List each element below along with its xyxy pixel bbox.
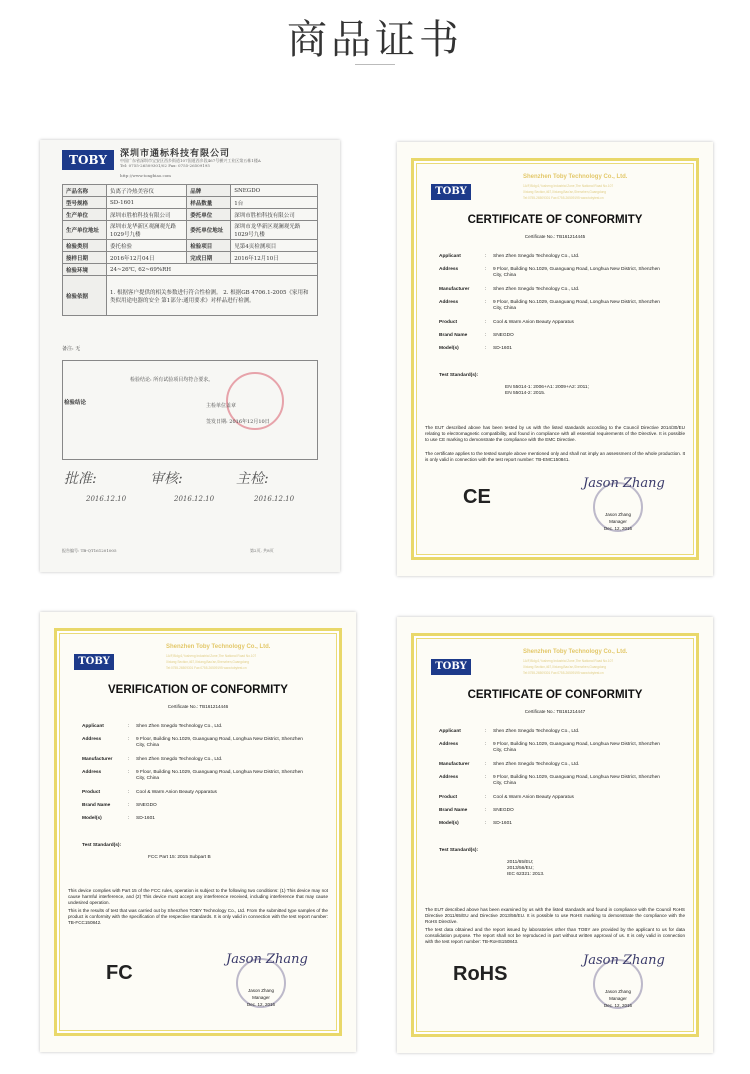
field-label: Manufacturer bbox=[439, 762, 470, 767]
table-row bbox=[63, 185, 318, 197]
table-row bbox=[63, 221, 318, 240]
table-cell: 1. 根据客户提供的相关参数进行符合性检测。 2. 根据GB 4706.1-2005《家用和类似用途电器的安全 第1部分:通用要求》对样品进行检测。 bbox=[107, 276, 318, 316]
body-paragraph: This is the results of test that was carried out by Shenzhen TOBY Technology Co., Ltd. From the submitted type samples of the product is conformity with the specification of the respective standards. It is only valid in connection with the test report number: TB-FCC150842. bbox=[68, 908, 328, 925]
header-company: Shenzhen Toby Technology Co., Ltd. bbox=[166, 644, 271, 650]
field-value: 9 Floor, Building No.1029, Guanguang Road, Longhua New District, Shenzhen City, China bbox=[493, 267, 660, 279]
field-value: Cool & Warm Anion Beauty Apparatus bbox=[136, 790, 217, 795]
field-colon: : bbox=[128, 816, 130, 821]
field-label: Address bbox=[82, 737, 102, 742]
table-cell: 深圳市胜柏科技有限公司 bbox=[107, 209, 187, 221]
table-cell: SD-1601 bbox=[107, 197, 187, 209]
table-cell: 2016年12月10日 bbox=[231, 252, 318, 264]
header-line: Xixiang Section,467,Xixiang,Bao'an,Shenzhen,Guangdong bbox=[523, 190, 607, 194]
table-cell: 委托检验 bbox=[107, 240, 187, 252]
field-label: Manufacturer bbox=[82, 757, 113, 762]
field-value: SD-1601 bbox=[493, 346, 512, 351]
toby-logo: TOBY bbox=[62, 150, 114, 170]
field-colon: : bbox=[128, 757, 130, 762]
field-colon: : bbox=[485, 742, 487, 747]
sign-date: Dec. 12, 2016 bbox=[603, 526, 633, 531]
standards-label: Test Standard(s): bbox=[439, 848, 479, 853]
field-label: Model(s) bbox=[439, 346, 459, 351]
signature: Jason Zhang bbox=[226, 952, 308, 967]
table-cell: 生产单位地址 bbox=[63, 221, 107, 240]
compliance-mark: FC bbox=[106, 962, 133, 984]
field-colon: : bbox=[128, 803, 130, 808]
field-value: 9 Floor, Building No.1029, Guanguang Road, Longhua New District, Shenzhen City, China bbox=[136, 770, 303, 782]
field-label: Brand Name bbox=[439, 808, 468, 813]
header-line: 1A/F,Bldg.6,Yusheng Industrial Zone,The National Road No.107 bbox=[523, 184, 614, 188]
table-row bbox=[63, 252, 318, 264]
field-colon: : bbox=[485, 821, 487, 826]
field-value: SNEGDO bbox=[493, 333, 514, 338]
report-website: http://www.tongbiao.com bbox=[120, 173, 171, 178]
certificate-number: Certificate No.: TB161214447 bbox=[524, 709, 586, 714]
report-table bbox=[62, 184, 318, 316]
certificate-title: VERIFICATION OF CONFORMITY bbox=[108, 684, 288, 696]
signer-name: Jason Zhang bbox=[247, 988, 275, 993]
header-line: Xixiang Section,467,Xixiang,Bao'an,Shenzhen,Guangdong bbox=[166, 660, 250, 664]
header-line: Xixiang Section,467,Xixiang,Bao'an,Shenzhen,Guangdong bbox=[523, 665, 607, 669]
body-paragraph: The test data obtained and the report issued by laboratories other than TOBY are provided by the applicant to us for data consolidation purpose. The report shall not be reproduced in part without written approval of us. It is only valid in connection with the test report number: TB-RoHS150843. bbox=[425, 927, 685, 944]
field-value: Shen Zhen Snegdo Technology Co., Ltd. bbox=[136, 757, 223, 762]
certificate-title: CERTIFICATE OF CONFORMITY bbox=[467, 689, 643, 701]
title-divider bbox=[355, 64, 395, 65]
compliance-mark: RoHS bbox=[453, 963, 508, 985]
field-label: Manufacturer bbox=[439, 287, 470, 292]
signer-title: Manager bbox=[609, 996, 627, 1001]
conclusion-text: 检验结论: 所有试验项目均符合要求。 bbox=[130, 377, 214, 383]
field-label: Model(s) bbox=[82, 816, 102, 821]
signature-date-1: 2016.12.10 bbox=[86, 495, 127, 503]
field-colon: : bbox=[485, 729, 487, 734]
body-paragraph: This device complies with Part 15 of the FCC rules, operation is subject to the following two conditions: (1) This device may not cause harmful interference, and (2) This device must accept any interference received, including interference that may cause undesired operation. bbox=[68, 888, 328, 905]
conclusion-label: 检验结论 bbox=[64, 400, 87, 406]
table-cell: 检验依据 bbox=[63, 276, 107, 316]
field-value: Shen Zhen Snegdo Technology Co., Ltd. bbox=[493, 729, 580, 734]
cn-inspection-report bbox=[40, 140, 340, 572]
table-cell: 24~26℃, 62~69%RH bbox=[107, 264, 318, 276]
ce-certificate bbox=[397, 142, 713, 576]
signature-reviewer: 审核: bbox=[150, 471, 183, 487]
standards-list: FCC Part 15: 2015 Subpart B bbox=[148, 855, 211, 860]
field-value: SNEGDO bbox=[493, 808, 514, 813]
signature: Jason Zhang bbox=[583, 953, 665, 968]
field-colon: : bbox=[485, 300, 487, 305]
field-label: Address bbox=[439, 300, 459, 305]
page-title: 商品证书 bbox=[287, 17, 463, 63]
table-cell: 2016年12月04日 bbox=[107, 252, 187, 264]
field-label: Product bbox=[439, 795, 458, 800]
field-label: Address bbox=[82, 770, 102, 775]
table-cell: 深圳市龙华新区观澜观光路1029号九楼 bbox=[107, 221, 187, 240]
report-address: 中国广东省深圳市宝安区西乡街道107国道西乡段467号横兴工业区第五栋1楼A Tel: 0755-26509301/02 Fax: 0755-26509195 bbox=[120, 158, 261, 168]
field-value: 9 Floor, Building No.1029, Guanguang Road, Longhua New District, Shenzhen City, China bbox=[493, 742, 660, 754]
header-line: Tel:0755-26509301 Fax:0755-26509195 www.tobytest.cn bbox=[523, 671, 604, 675]
field-label: Product bbox=[82, 790, 101, 795]
table-cell: 深圳市龙华新区观澜观光路1029号九楼 bbox=[231, 221, 318, 240]
header-line: Tel:0755-26509301 Fax:0755-26509195 www.tobytest.cn bbox=[523, 196, 604, 200]
certificate-title: CERTIFICATE OF CONFORMITY bbox=[467, 214, 643, 226]
table-cell: 委托单位地址 bbox=[187, 221, 231, 240]
signature: Jason Zhang bbox=[583, 476, 665, 491]
signer-title: Manager bbox=[609, 519, 627, 524]
standards-label: Test Standard(s): bbox=[439, 373, 479, 378]
page-number: 第2页, 共8页 bbox=[250, 548, 274, 553]
table-cell: 负离子冷热美容仪 bbox=[107, 185, 187, 197]
table-cell: 完成日期 bbox=[187, 252, 231, 264]
sign-date: 签发日期: 2016年12月10日 bbox=[206, 419, 270, 425]
field-colon: : bbox=[128, 790, 130, 795]
field-colon: : bbox=[485, 346, 487, 351]
field-value: SNEGDO bbox=[136, 803, 157, 808]
table-row bbox=[63, 197, 318, 209]
field-value: SD-1601 bbox=[493, 821, 512, 826]
field-label: Product bbox=[439, 320, 458, 325]
field-value: SD-1601 bbox=[136, 816, 155, 821]
field-label: Address bbox=[439, 775, 459, 780]
sign-date: Dec. 12, 2016 bbox=[603, 1003, 633, 1008]
signer-name: Jason Zhang bbox=[604, 512, 632, 517]
field-value: 9 Floor, Building No.1029, Guanguang Road, Longhua New District, Shenzhen City, China bbox=[136, 737, 303, 749]
field-colon: : bbox=[485, 333, 487, 338]
signer-name: Jason Zhang bbox=[604, 989, 632, 994]
field-colon: : bbox=[485, 287, 487, 292]
header-line: Tel:0755-26509301 Fax:0755-26509195 www.tobytest.cn bbox=[166, 666, 247, 670]
field-value: Cool & Warm Anion Beauty Apparatus bbox=[493, 320, 574, 325]
standards-list: 2011/65/EU; 2013/56/EU; IEC 62321: 2013. bbox=[507, 860, 545, 878]
signature-date-2: 2016.12.10 bbox=[174, 495, 215, 503]
table-cell: 检验环境 bbox=[63, 264, 107, 276]
field-value: Shen Zhen Snegdo Technology Co., Ltd. bbox=[493, 254, 580, 259]
body-paragraph: The EUT described above has been examined by us with the listed standards and found in compliance with the Council RoHS Directive 2011/65/EU and Directive 2013/56/EU. It is possible to use RoHS marking to demonstrate the compliance with the RoHS Directive. bbox=[425, 907, 685, 924]
field-label: Brand Name bbox=[439, 333, 468, 338]
field-colon: : bbox=[485, 808, 487, 813]
header-line: 1A/F,Bldg.6,Yusheng Industrial Zone,The National Road No.107 bbox=[523, 659, 614, 663]
field-colon: : bbox=[128, 770, 130, 775]
table-cell: 生产单位 bbox=[63, 209, 107, 221]
signature-approver: 批准: bbox=[64, 471, 97, 487]
report-remark: 备注: 无 bbox=[62, 346, 81, 352]
table-cell: 品牌 bbox=[187, 185, 231, 197]
field-label: Applicant bbox=[439, 254, 461, 259]
table-row bbox=[63, 276, 318, 316]
field-value: Cool & Warm Anion Beauty Apparatus bbox=[493, 795, 574, 800]
table-cell: 接样日期 bbox=[63, 252, 107, 264]
table-row bbox=[63, 209, 318, 221]
field-value: Shen Zhen Snegdo Technology Co., Ltd. bbox=[136, 724, 223, 729]
table-cell: 委托单位 bbox=[187, 209, 231, 221]
certificate-number: Certificate No.: TB161214445 bbox=[524, 234, 586, 239]
report-number: 报告编号: TB-QT161201005 bbox=[62, 548, 117, 553]
signer-title: Manager bbox=[252, 995, 270, 1000]
table-cell: 见第4页检测项目 bbox=[231, 240, 318, 252]
body-paragraph: The EUT described above has been tested by us with the listed standards according to the Council Directive 2014/30/EU relating to electromagnetic compatibility, and found in compliance with all essential requirements of the Directive. It is possible to use CE marking to demonstrate the compliance with the EMC Directive. bbox=[425, 425, 685, 442]
field-colon: : bbox=[485, 254, 487, 259]
field-label: Model(s) bbox=[439, 821, 459, 826]
toby-logo: TOBY bbox=[431, 659, 471, 675]
field-colon: : bbox=[485, 775, 487, 780]
field-value: Shen Zhen Snegdo Technology Co., Ltd. bbox=[493, 287, 580, 292]
table-row bbox=[63, 240, 318, 252]
field-label: Brand Name bbox=[82, 803, 111, 808]
field-colon: : bbox=[485, 267, 487, 272]
field-colon: : bbox=[485, 762, 487, 767]
field-colon: : bbox=[128, 724, 130, 729]
field-colon: : bbox=[128, 737, 130, 742]
field-label: Address bbox=[439, 742, 459, 747]
table-row bbox=[63, 264, 318, 276]
field-label: Applicant bbox=[82, 724, 104, 729]
table-cell: 样品数量 bbox=[187, 197, 231, 209]
header-line: 1A/F,Bldg.6,Yusheng Industrial Zone,The National Road No.107 bbox=[166, 654, 257, 658]
table-cell: 型号规格 bbox=[63, 197, 107, 209]
table-cell: 检验类别 bbox=[63, 240, 107, 252]
table-cell: 检验项目 bbox=[187, 240, 231, 252]
field-value: 9 Floor, Building No.1029, Guanguang Road, Longhua New District, Shenzhen City, China bbox=[493, 775, 660, 787]
toby-logo: TOBY bbox=[431, 184, 471, 200]
standards-list: EN 55014-1: 2006+A1: 2009+A2: 2011; EN 55014-2: 2015. bbox=[505, 385, 589, 397]
signature-date-3: 2016.12.10 bbox=[254, 495, 295, 503]
fcc-certificate bbox=[40, 612, 356, 1052]
stamp-label: 主检单位盖章 bbox=[206, 403, 237, 409]
sign-date: Dec. 12, 2016 bbox=[246, 1002, 276, 1007]
rohs-certificate bbox=[397, 617, 713, 1053]
certificate-number: Certificate No.: TB161214446 bbox=[167, 704, 229, 709]
field-value: Shen Zhen Snegdo Technology Co., Ltd. bbox=[493, 762, 580, 767]
field-label: Applicant bbox=[439, 729, 461, 734]
body-paragraph: The certificate applies to the tested sample above mentioned only and shall not imply an assessment of the whole production. It is only valid in connection with the test report number: TB-EMC150841. bbox=[425, 451, 685, 462]
toby-logo: TOBY bbox=[74, 654, 114, 670]
field-value: 9 Floor, Building No.1029, Guanguang Road, Longhua New District, Shenzhen City, China bbox=[493, 300, 660, 312]
header-company: Shenzhen Toby Technology Co., Ltd. bbox=[523, 174, 628, 180]
header-company: Shenzhen Toby Technology Co., Ltd. bbox=[523, 649, 628, 655]
table-cell: 产品名称 bbox=[63, 185, 107, 197]
field-colon: : bbox=[485, 320, 487, 325]
compliance-mark: CE bbox=[463, 486, 491, 508]
table-cell: 深圳市胜柏科技有限公司 bbox=[231, 209, 318, 221]
table-cell: SNEGDO bbox=[231, 185, 318, 197]
field-colon: : bbox=[485, 795, 487, 800]
field-label: Address bbox=[439, 267, 459, 272]
table-cell: 1台 bbox=[231, 197, 318, 209]
signature-inspector: 主检: bbox=[236, 471, 269, 487]
report-company: 深圳市通标科技有限公司 bbox=[120, 149, 231, 159]
standards-label: Test Standard(s): bbox=[82, 843, 122, 848]
